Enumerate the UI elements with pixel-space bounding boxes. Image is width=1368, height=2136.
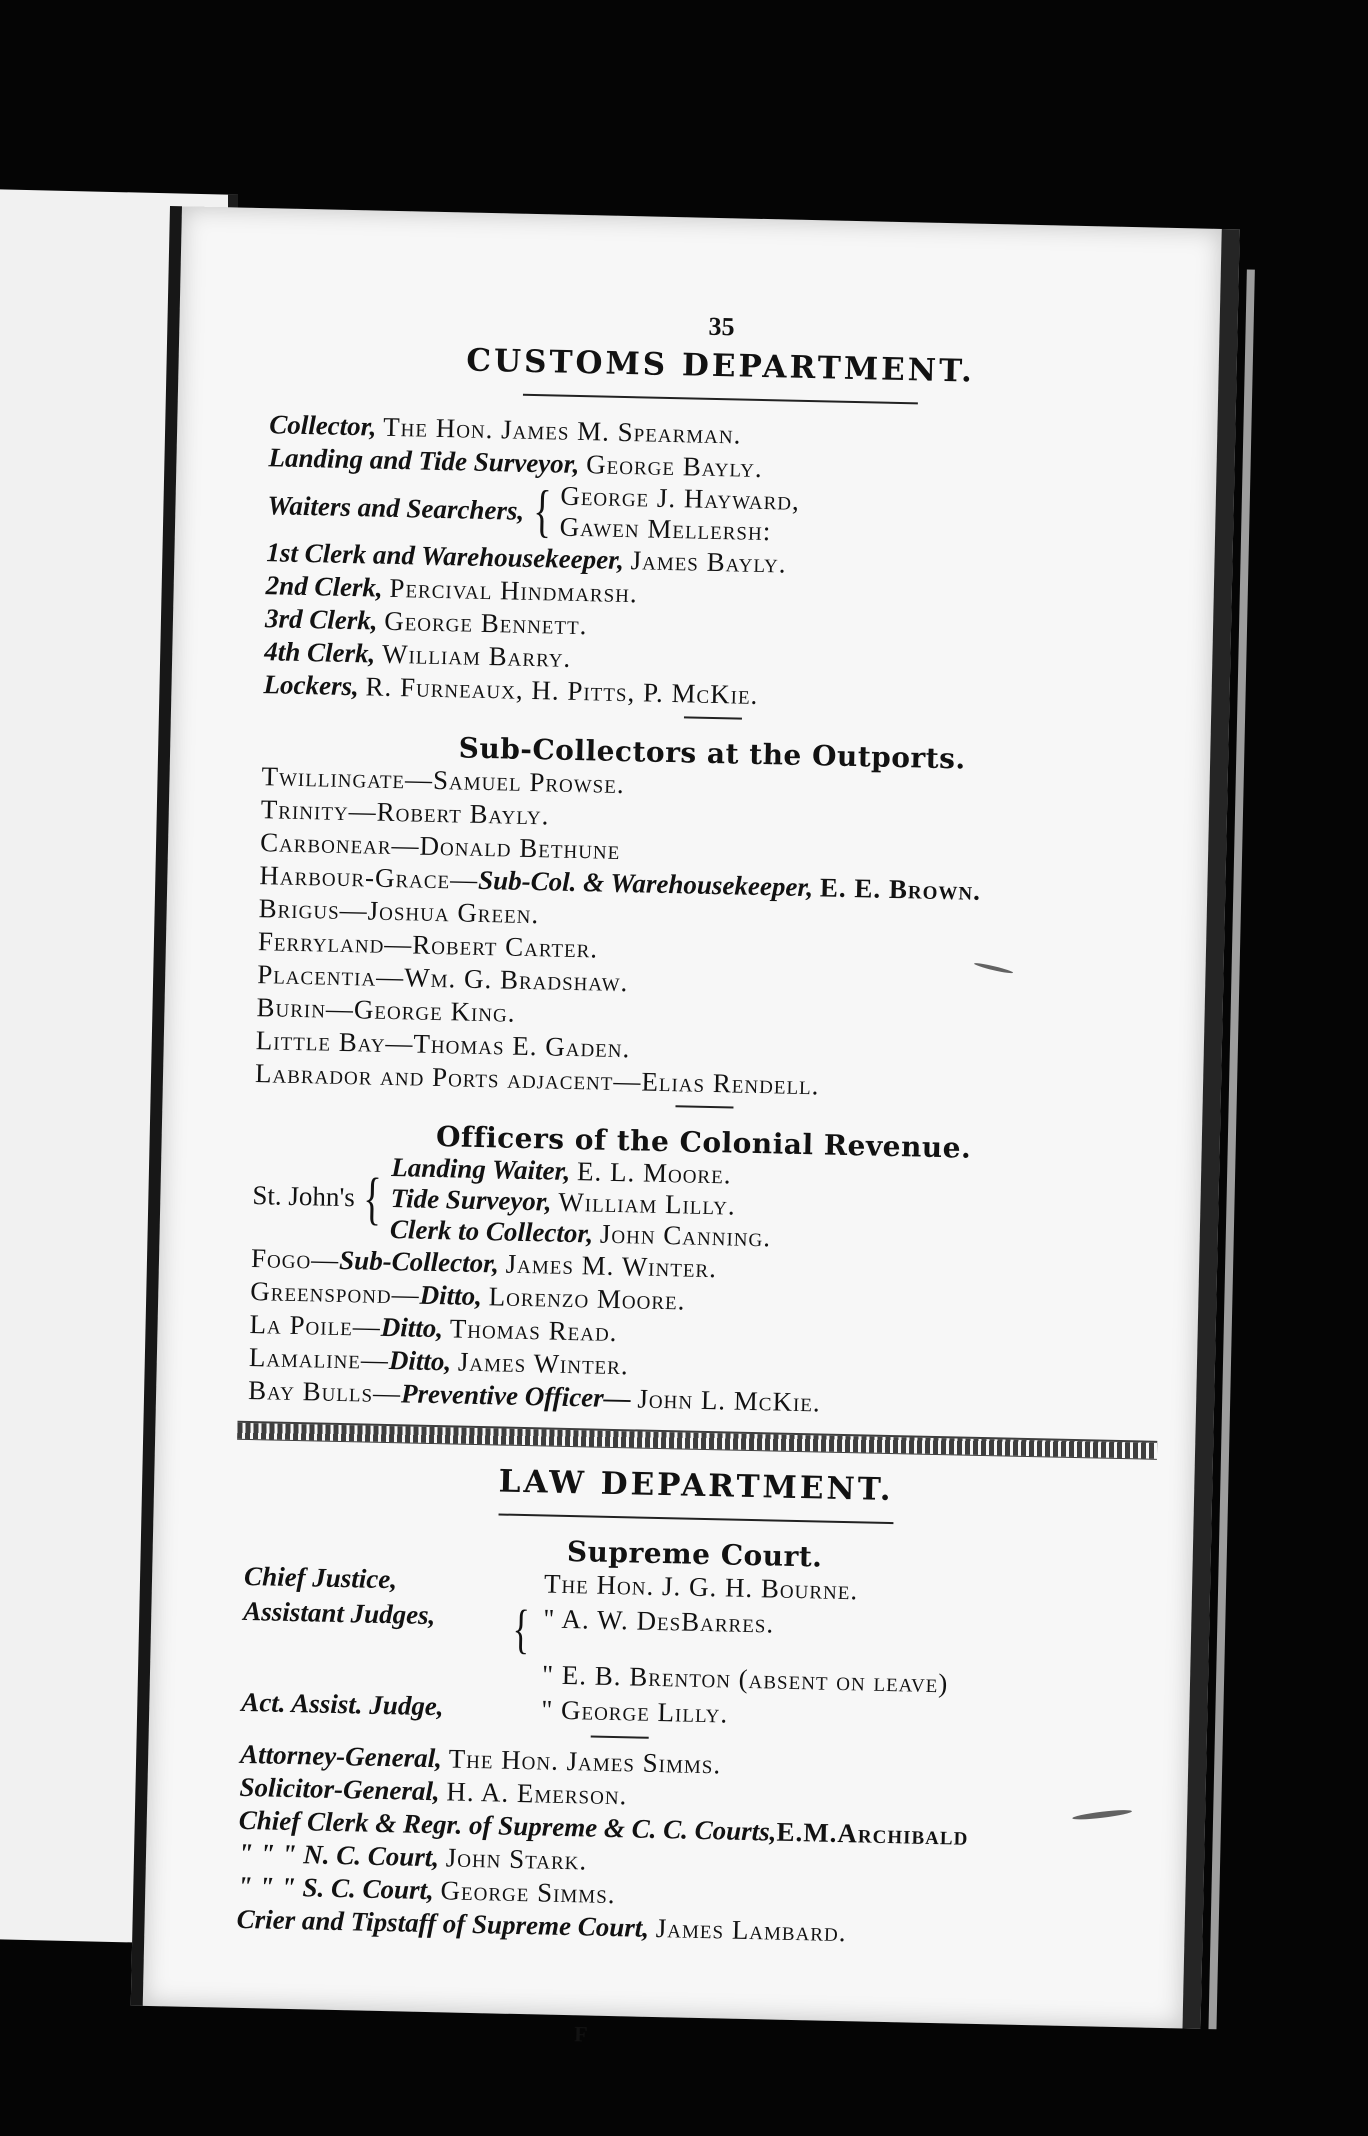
person-name: H. A. Emerson. xyxy=(446,1776,628,1811)
role-label: 2nd Clerk, xyxy=(265,570,384,603)
signature-mark: F xyxy=(573,2021,588,2047)
place-name: Greenspond— xyxy=(250,1276,421,1310)
person-name: " E. B. Brenton (absent on leave) xyxy=(541,1659,949,1699)
outport-line: Burin—George King. xyxy=(256,992,516,1028)
outport-line: Trinity—Robert Bayly. xyxy=(260,794,550,831)
person-name: The Hon. James M. Spearman. xyxy=(382,411,742,450)
role-label: Collector, xyxy=(268,409,377,442)
person-name: William Barry. xyxy=(381,638,572,673)
role-label xyxy=(242,1652,502,1658)
brace-symbol: { xyxy=(532,478,552,544)
person-name: George Simms. xyxy=(440,1875,616,1910)
role-label: Landing and Tide Surveyor, xyxy=(268,442,580,479)
divider xyxy=(684,716,742,719)
person-name: James M. Winter. xyxy=(505,1248,718,1284)
role-label: Attorney-General, xyxy=(239,1738,443,1774)
outport-line: Carbonear—Donald Bethune xyxy=(259,827,621,865)
page-number: 35 xyxy=(708,311,735,342)
role-label: Ditto, xyxy=(380,1311,444,1344)
role-label: Assistant Judges, xyxy=(243,1595,436,1631)
role-label: Solicitor-General, xyxy=(239,1771,441,1807)
role-label: Ditto, xyxy=(388,1345,452,1377)
role-label: Sub-Collector, xyxy=(338,1244,500,1279)
role-label: Crier and Tipstaff of Supreme Court, xyxy=(236,1903,650,1943)
divider xyxy=(522,394,917,405)
outport-line: Ferryland—Robert Carter. xyxy=(257,926,599,964)
brace-symbol: { xyxy=(362,1164,383,1231)
place-name: Bay Bulls— xyxy=(247,1374,402,1409)
customs-title: CUSTOMS DEPARTMENT. xyxy=(465,342,976,390)
role-label: 1st Clerk and Warehousekeeper, xyxy=(266,537,625,575)
outport-line: Brigus—Joshua Green. xyxy=(258,893,540,930)
person-name: " George Lilly. xyxy=(540,1694,729,1729)
person-name: Lorenzo Moore. xyxy=(488,1281,686,1316)
person-name: John Canning. xyxy=(599,1218,772,1253)
outport-line: Little Bay—Thomas E. Gaden. xyxy=(255,1025,631,1064)
person-name: E. L. Moore. xyxy=(576,1156,732,1190)
outports-title: Sub-Collectors at the Outports. xyxy=(458,731,967,776)
place-name: St. John's xyxy=(252,1180,356,1213)
person-name: George J. Hayward, xyxy=(560,480,801,516)
role-label: 4th Clerk, xyxy=(263,636,376,669)
outport-line: Twillingate—Samuel Prowse. xyxy=(261,761,625,800)
court-table xyxy=(241,1561,1144,1740)
person-name: John Stark. xyxy=(445,1842,588,1876)
role-label: Preventive Officer— xyxy=(400,1378,632,1414)
supreme-court-title: Supreme Court. xyxy=(566,1534,823,1574)
divider xyxy=(675,1105,733,1108)
place-name: La Poile— xyxy=(249,1309,382,1342)
role-label: Waiters and Searchers, xyxy=(267,489,525,526)
wavy-divider xyxy=(237,1421,1157,1460)
person-name: E.M.Archibald xyxy=(776,1816,969,1851)
role-label: Clerk to Collector, xyxy=(389,1214,594,1249)
person-name: Gawen Mellersh: xyxy=(559,511,772,547)
person-name: " A. W. DesBarres. xyxy=(542,1603,775,1639)
place-name: Fogo— xyxy=(250,1243,340,1275)
divider xyxy=(591,1736,649,1739)
person-name: The Hon. James Simms. xyxy=(448,1743,722,1780)
role-label: " " " S. C. Court, xyxy=(237,1870,435,1906)
law-title: LAW DEPARTMENT. xyxy=(498,1463,895,1509)
role-label: " " " N. C. Court, xyxy=(237,1837,440,1873)
role-label: Ditto, xyxy=(419,1279,483,1312)
person-name: James Winter. xyxy=(457,1346,629,1381)
person-name: William Lilly. xyxy=(558,1186,736,1221)
person-name: The Hon. J. G. H. Bourne. xyxy=(543,1568,859,1606)
role-label: Sub-Col. & Warehousekeeper, xyxy=(477,864,814,903)
role-label: Chief Justice, xyxy=(243,1560,398,1595)
revenue-title: Officers of the Colonial Revenue. xyxy=(435,1120,972,1165)
person-name: R. Furneaux, H. Pitts, P. McKie. xyxy=(365,671,759,710)
names-stack xyxy=(559,481,800,548)
person-name: James Lambard. xyxy=(655,1913,847,1948)
person-name: E. E. Brown. xyxy=(819,872,982,906)
outport-line: Labrador and Ports adjacent—Elias Rendell. xyxy=(254,1058,820,1101)
role-label: Landing Waiter, xyxy=(391,1152,571,1186)
person-name: John L. McKie. xyxy=(637,1383,822,1418)
person-name: George Bennett. xyxy=(383,605,588,641)
divider xyxy=(498,1513,893,1524)
st-johns-list xyxy=(390,1152,773,1253)
outport-line: Placentia—Wm. G. Bradshaw. xyxy=(256,959,629,998)
brace-symbol: { xyxy=(511,1598,531,1660)
role-label: Act. Assist. Judge, xyxy=(241,1686,444,1722)
book-page xyxy=(131,206,1240,2047)
person-name: James Bayly. xyxy=(630,545,787,579)
place-name: Harbour-Grace— xyxy=(259,860,479,895)
person-name: Percival Hindmarsh. xyxy=(389,572,639,609)
person-name: George Bayly. xyxy=(585,449,764,483)
person-name: Thomas Read. xyxy=(449,1313,618,1348)
role-label: Tide Surveyor, xyxy=(390,1183,552,1217)
page-content xyxy=(236,302,1171,2047)
role-label: Lockers, xyxy=(263,669,360,702)
place-name: Lamaline— xyxy=(248,1341,390,1376)
role-label: 3rd Clerk, xyxy=(264,603,378,636)
role-label: Chief Clerk & Regr. of Supreme & C. C. Courts, xyxy=(238,1804,777,1847)
